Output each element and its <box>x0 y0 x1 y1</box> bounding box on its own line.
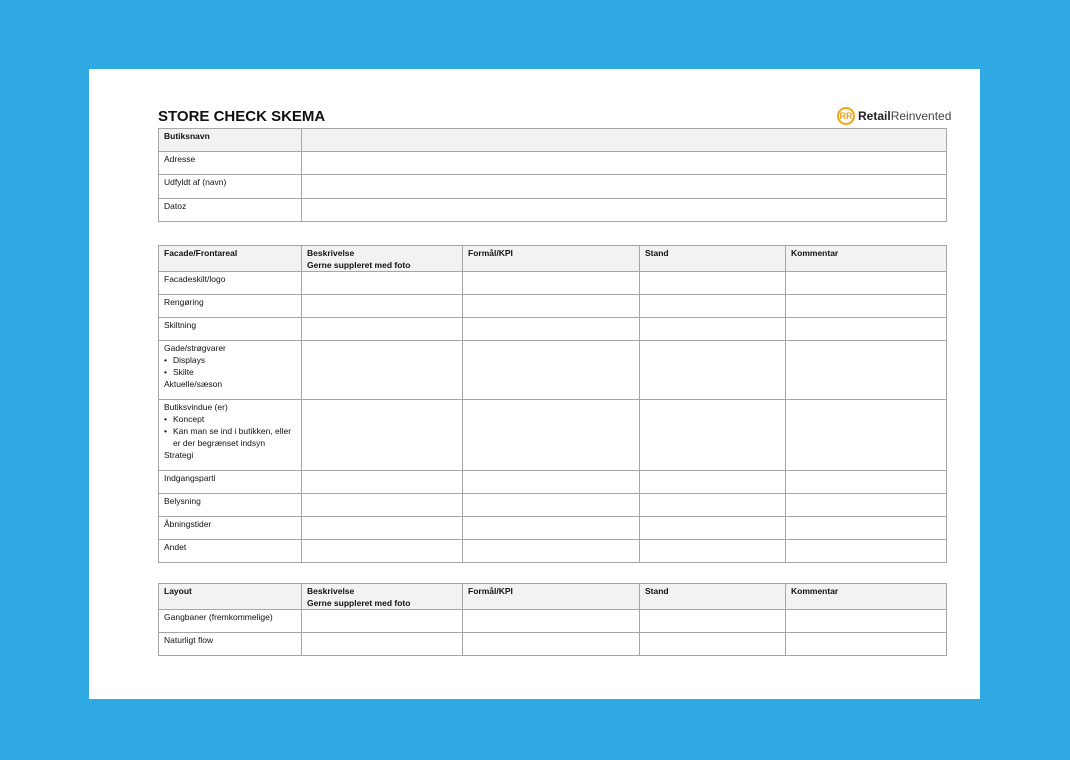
info-row-udfyldt <box>159 175 947 199</box>
column-header: Layout <box>159 584 302 610</box>
column-header: Kommentar <box>786 246 947 272</box>
table-cell[interactable] <box>302 341 463 400</box>
table-cell[interactable] <box>786 494 947 517</box>
column-header: Stand <box>640 246 786 272</box>
info-row-adresse <box>159 152 947 175</box>
info-row-butiksnavn <box>159 129 947 152</box>
column-header: Formål/KPI <box>463 246 640 272</box>
row-label: Naturligt flow <box>159 633 302 656</box>
table-row <box>159 400 947 471</box>
table-cell[interactable] <box>786 295 947 318</box>
table-cell[interactable] <box>640 295 786 318</box>
table-cell[interactable] <box>463 295 640 318</box>
table-cell[interactable] <box>302 295 463 318</box>
table-row <box>159 494 947 517</box>
table-cell[interactable] <box>463 610 640 633</box>
info-value-field[interactable] <box>302 175 947 199</box>
table-cell[interactable] <box>302 400 463 471</box>
bullet-item: • Kan man se ind i butikken, eller er der begrænset indsyn <box>164 425 296 449</box>
table-cell[interactable] <box>786 610 947 633</box>
logo-text-bold: Retail <box>858 109 891 123</box>
table-row <box>159 318 947 341</box>
table-cell[interactable] <box>640 633 786 656</box>
table-cell[interactable] <box>463 471 640 494</box>
document-page <box>89 69 980 699</box>
table-cell[interactable] <box>640 341 786 400</box>
table-cell[interactable] <box>463 318 640 341</box>
logo-text-light: Reinvented <box>890 109 952 123</box>
info-label: Butiksnavn <box>159 129 302 152</box>
row-label: Indgangsparti <box>159 471 302 494</box>
info-label: Adresse <box>159 152 302 175</box>
table-cell[interactable] <box>302 494 463 517</box>
column-header: Kommentar <box>786 584 947 610</box>
layout-table <box>158 583 947 656</box>
column-header: Formål/KPI <box>463 584 640 610</box>
table-row <box>159 633 947 656</box>
table-cell[interactable] <box>786 471 947 494</box>
table-cell[interactable] <box>302 318 463 341</box>
column-header: Facade/Frontareal <box>159 246 302 272</box>
info-label: Udfyldt af (navn) <box>159 175 302 199</box>
bullet-list <box>164 354 296 378</box>
table-row <box>159 610 947 633</box>
row-label: Belysning <box>159 494 302 517</box>
column-header-sub: Gerne suppleret med foto <box>307 598 411 608</box>
table-cell[interactable] <box>463 341 640 400</box>
table-cell[interactable] <box>463 400 640 471</box>
row-label-title: Butiksvindue (er) <box>164 402 228 412</box>
row-label-footer: Strategi <box>164 450 194 460</box>
logo-mark-icon: RR <box>837 107 855 125</box>
table-cell[interactable] <box>786 517 947 540</box>
row-label-title: Gade/strøgvarer <box>164 343 226 353</box>
table-row <box>159 295 947 318</box>
table-row <box>159 272 947 295</box>
table-cell[interactable] <box>302 471 463 494</box>
column-header-title: Beskrivelse <box>307 586 355 596</box>
info-label: Datoz <box>159 199 302 222</box>
table-cell[interactable] <box>640 517 786 540</box>
column-header: Stand <box>640 584 786 610</box>
table-cell[interactable] <box>640 471 786 494</box>
table-cell[interactable] <box>640 540 786 563</box>
table-cell[interactable] <box>463 517 640 540</box>
table-cell[interactable] <box>640 272 786 295</box>
table-row <box>159 341 947 400</box>
table-cell[interactable] <box>302 517 463 540</box>
row-label: Åbningstider <box>159 517 302 540</box>
column-header <box>302 246 463 272</box>
facade-header-row <box>159 246 947 272</box>
row-label: Andet <box>159 540 302 563</box>
table-cell[interactable] <box>786 633 947 656</box>
table-cell[interactable] <box>786 272 947 295</box>
row-label <box>159 341 302 400</box>
table-cell[interactable] <box>640 494 786 517</box>
table-cell[interactable] <box>786 318 947 341</box>
info-value-field[interactable] <box>302 129 947 152</box>
table-row <box>159 517 947 540</box>
table-cell[interactable] <box>302 540 463 563</box>
bullet-item: • Skilte <box>164 366 296 378</box>
bullet-item: • Displays <box>164 354 296 366</box>
column-header-title: Beskrivelse <box>307 248 355 258</box>
table-cell[interactable] <box>640 400 786 471</box>
info-value-field[interactable] <box>302 199 947 222</box>
row-label: Skiltning <box>159 318 302 341</box>
table-cell[interactable] <box>640 318 786 341</box>
table-cell[interactable] <box>786 341 947 400</box>
table-row <box>159 540 947 563</box>
table-cell[interactable] <box>786 400 947 471</box>
table-cell[interactable] <box>640 610 786 633</box>
table-cell[interactable] <box>463 494 640 517</box>
store-info-table <box>158 128 947 222</box>
row-label-footer: Aktuelle/sæson <box>164 379 223 389</box>
brand-logo <box>837 105 951 127</box>
column-header-sub: Gerne suppleret med foto <box>307 260 411 270</box>
layout-header-row <box>159 584 947 610</box>
table-cell[interactable] <box>463 540 640 563</box>
row-label <box>159 400 302 471</box>
table-cell[interactable] <box>786 540 947 563</box>
bullet-list <box>164 413 296 449</box>
info-row-dato <box>159 199 947 222</box>
table-cell[interactable] <box>302 272 463 295</box>
table-cell[interactable] <box>463 633 640 656</box>
table-cell[interactable] <box>463 272 640 295</box>
info-value-field[interactable] <box>302 152 947 175</box>
table-cell[interactable] <box>302 610 463 633</box>
row-label: Rengøring <box>159 295 302 318</box>
page-title: STORE CHECK SKEMA <box>158 108 326 125</box>
facade-table <box>158 245 947 563</box>
column-header <box>302 584 463 610</box>
row-label: Gangbaner (fremkommelige) <box>159 610 302 633</box>
bullet-item: • Koncept <box>164 413 296 425</box>
table-row <box>159 471 947 494</box>
row-label: Facadeskilt/logo <box>159 272 302 295</box>
table-cell[interactable] <box>302 633 463 656</box>
